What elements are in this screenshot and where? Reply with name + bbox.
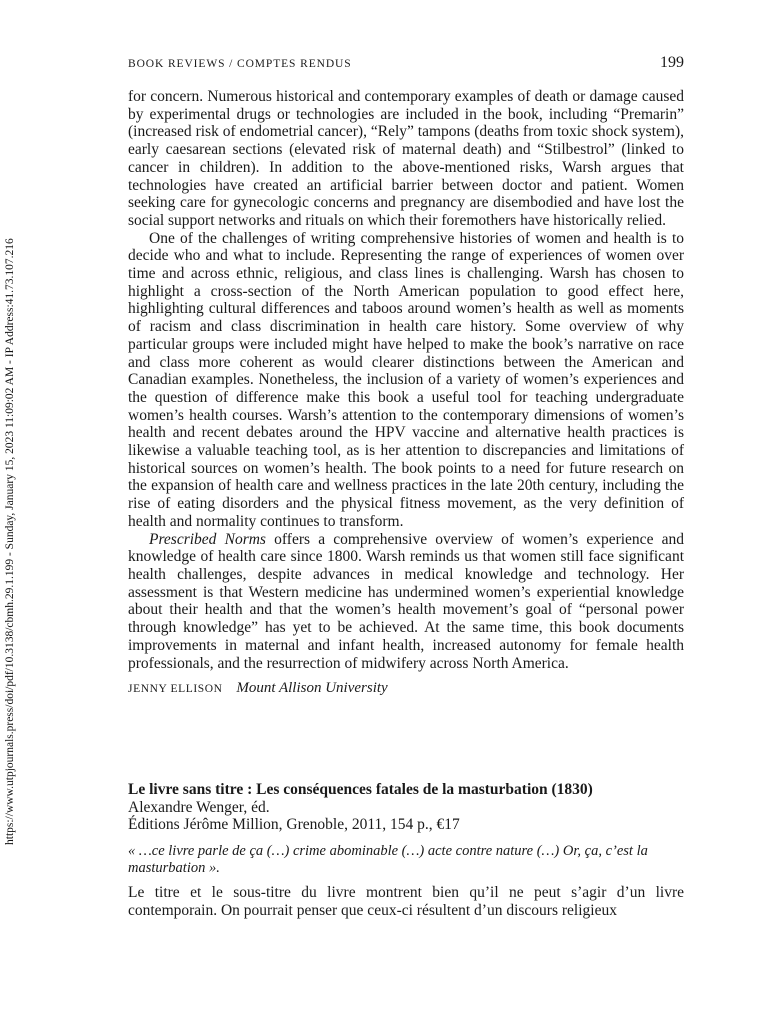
review2-editor: Alexandre Wenger, éd. [128, 798, 270, 816]
review-paragraph-3-text: offers a comprehensive overview of women’s experience and knowledge of health care since 1800. Warsh reminds us that women still face significant health challenges, despite advances in medical knowledge and technology. Her assessment is that Western medicine has undermined women’s experiential knowledge about their health and that the women’s health movement’s goal of “personal power through knowledge” has yet to be achieved. At the same time, this book documents improvements in maternal and infant health, increased autonomy for female health professionals, and the resurrection of midwifery across North America. [128, 530, 685, 672]
reviewer-institution: Mount Allison University [236, 680, 388, 697]
review-paragraph-2: One of the challenges of writing comprehensive histories of women and health is to decide who and what to include. Representing the range of experiences of women over time and across ethnic, religious, and class lines is challenging. Warsh has chosen to highlight a cross-section of the North American population to good effect here, highlighting cultural differences and taboos around women’s health as well as moments of racism and class discrimination in health care history. Some overview of why particular groups were included might have helped to make the book’s narrative on race and class more coherent as would clearer distinctions between the American and Canadian examples. Nonetheless, the inclusion of a variety of women’s experiences and the question of difference make this book a useful tool for teaching undergraduate women’s health courses. Warsh’s attention to the contemporary dimensions of women’s health and recent debates around the HPV vaccine and alternative health practices is likewise a valuable teaching tool, as is her attention to discrepancies and limitations of historical sources on women’s health. The book points to a need for future research on the expansion of health care and wellness practices in the late 20th century, including the rise of eating disorders and the physical fitness movement, as the very definition of health and normality continues to transform. [128, 229, 684, 530]
review2-book-title: Le livre sans titre : Les conséquences fatales de la masturbation (1830) [128, 781, 593, 798]
page-number: 199 [660, 54, 684, 71]
download-stamp-text: https://www.utpjournals.press/doi/pdf/10.3138/cbmh.29.1.199 - Sunday, January 15, 2023 11:09:02 AM - IP Address:41.73.107.216 [4, 238, 16, 845]
review-paragraph-3 [128, 531, 684, 673]
review-paragraph-1: for concern. Numerous historical and contemporary examples of death or damage caused by experimental drugs or technologies are included in the book, including “Premarin” (increased risk of endometrial cancer), “Rely” tampons (deaths from toxic shock system), early caesarean sections (elevated risk of maternal death) and “Stilbestrol” (linked to cancer in children). In addition to the above-mentioned risks, Warsh argues that technologies have created an artificial barrier between doctor and patient. Women seeking care for gynecologic concerns and pregnancy are disembodied and have lost the social support networks and rituals on which their foremothers have historically relied. [128, 88, 684, 229]
running-head-title: BOOK REVIEWS / COMPTES RENDUS [128, 58, 352, 70]
review2-epigraph: « …ce livre parle de ça (…) crime abominable (…) acte contre nature (…) Or, ça, c’est la masturbation ». [128, 843, 648, 877]
book-title-italic: Prescribed Norms [149, 530, 266, 548]
download-stamp [3, 175, 17, 845]
reviewer-name: JENNY ELLISON [128, 683, 223, 696]
running-head [128, 56, 684, 74]
review-warsh [128, 88, 684, 699]
review-wenger [128, 781, 684, 920]
reviewer-signature [128, 680, 684, 699]
review2-body: Le titre et le sous-titre du livre montrent bien qu’il ne peut s’agir d’un livre contemporain. On pourrait penser que ceux-ci résultent d’un discours religieux [128, 884, 684, 919]
review2-publisher: Éditions Jérôme Million, Grenoble, 2011, 154 p., €17 [128, 816, 460, 834]
